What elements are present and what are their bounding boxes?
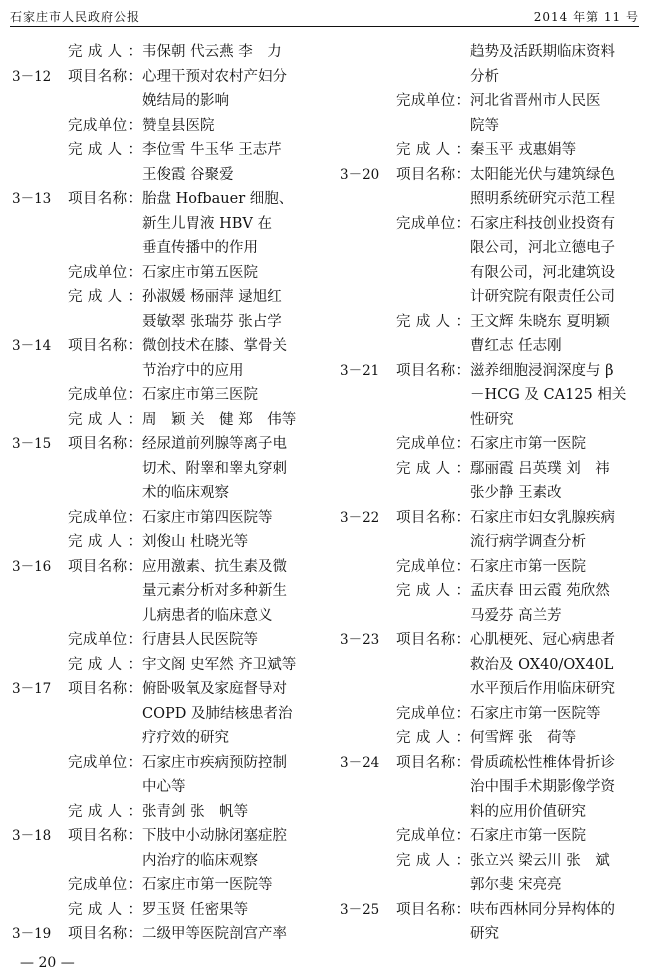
field-label: 完成单位 ： [68, 261, 142, 286]
field-value [142, 555, 320, 629]
left-column [12, 40, 320, 947]
value-line: 滋养细胞浸润深度与 β [470, 362, 614, 379]
project-entry [340, 40, 645, 89]
value-line: 分析 [470, 68, 499, 85]
field-value [142, 628, 320, 653]
field-value [142, 285, 320, 334]
project-number: 3－20 [340, 166, 380, 183]
value-line: 术的临床观察 [142, 485, 229, 501]
project-entry [12, 530, 320, 555]
project-number: 3－12 [12, 68, 52, 85]
field-value [470, 506, 645, 555]
project-entry [12, 138, 320, 187]
project-entry [340, 359, 645, 433]
project-number: 3－16 [12, 558, 52, 575]
field-value [142, 187, 320, 261]
value-line: 照明系统研究示范工程 [470, 191, 615, 207]
field-label: 完成人 ： [396, 726, 470, 751]
project-number: 3－23 [340, 632, 380, 648]
field-value [142, 530, 320, 555]
field-value [470, 457, 645, 506]
project-entry [340, 506, 645, 555]
project-entry [340, 628, 645, 702]
value-line: 刘俊山 杜晓光等 [142, 534, 249, 550]
field-label: 完成人 ： [396, 849, 470, 874]
value-line: 张立兴 梁云川 张 斌 [470, 852, 610, 869]
value-line: 有限公司，河北建筑设 [470, 264, 615, 281]
value-line: 新生儿胃液 HBV 在 [142, 215, 272, 232]
project-entry [12, 383, 320, 408]
value-line: 心肌梗死、冠心病患者 [470, 632, 615, 648]
field-value [470, 751, 645, 825]
value-line: 太阳能光伏与建筑绿色 [470, 166, 615, 183]
value-line: 王俊霞 谷聚爱 [142, 166, 234, 183]
field-value [142, 383, 320, 408]
field-value [142, 65, 320, 114]
right-column [340, 40, 645, 947]
project-entry [340, 138, 645, 163]
field-label: 完成人 ： [68, 138, 142, 163]
field-value [142, 114, 320, 139]
project-entry [12, 898, 320, 923]
value-line: 节治疗中的应用 [142, 362, 244, 379]
value-line: 罗玉贤 任密果等 [142, 901, 249, 918]
value-line: 内治疗的临床观察 [142, 852, 258, 869]
value-line: 流行病学调查分析 [470, 534, 586, 550]
project-entry [340, 432, 645, 457]
field-label: 完成人 ： [396, 310, 470, 335]
value-line: 石家庄市疾病预防控制 [142, 754, 287, 771]
field-label: 项目名称 ： [396, 359, 470, 384]
field-label: 项目名称 ： [68, 187, 142, 212]
value-line: 趋势及活跃期临床资料 [470, 44, 615, 60]
field-value [470, 89, 645, 138]
field-label: 项目名称 ： [68, 922, 142, 947]
field-value [142, 677, 320, 751]
field-label: 完成单位 ： [396, 555, 470, 580]
value-line: 赞皇县医院 [142, 117, 215, 134]
project-entry [12, 922, 320, 947]
value-line: 宇文阁 史军然 齐卫斌等 [142, 656, 297, 673]
field-label: 完成单位 ： [68, 628, 142, 653]
value-line: 石家庄科技创业投资有 [470, 215, 615, 232]
project-entry [340, 212, 645, 310]
field-label: 项目名称 ： [68, 432, 142, 457]
value-line: 疗疗效的研究 [142, 730, 229, 746]
field-label: 项目名称 ： [68, 334, 142, 359]
value-line: 孙淑媛 杨丽萍 逯旭红 [142, 289, 282, 305]
project-number: 3－19 [12, 926, 52, 942]
project-entry [12, 65, 320, 114]
value-line: 下肢中小动脉闭塞症腔 [142, 828, 287, 844]
project-entry [340, 310, 645, 359]
value-line: 量元素分析对多种新生 [142, 583, 287, 599]
field-value [470, 849, 645, 898]
project-entry [340, 702, 645, 727]
value-line: 石家庄市第一医院 [470, 558, 586, 575]
project-entry [340, 579, 645, 628]
field-value [142, 800, 320, 825]
value-line: 微创技术在膝、掌骨关 [142, 338, 287, 354]
project-entry [12, 506, 320, 531]
field-value [142, 824, 320, 873]
value-line: 水平预后作用临床研究 [470, 681, 615, 697]
issue-number: 2014 年第 11 号 [533, 10, 639, 24]
field-label: 项目名称 ： [396, 506, 470, 531]
project-entry [12, 653, 320, 678]
field-label: 项目名称 ： [68, 677, 142, 702]
field-label: 完成人 ： [68, 40, 142, 65]
value-line: 韦保朝 代云燕 李 力 [142, 44, 282, 60]
field-value [142, 898, 320, 923]
project-number: 3－14 [12, 338, 52, 354]
field-label: 完成单位 ： [68, 114, 142, 139]
field-label: 完成单位 ： [396, 212, 470, 237]
value-line: 李位雪 牛玉华 王志芹 [142, 142, 282, 158]
value-line: 限公司，河北立德电子 [470, 240, 615, 256]
field-value [470, 628, 645, 702]
field-label: 完成单位 ： [396, 702, 470, 727]
value-line: 孟庆春 田云霞 苑欣然 [470, 583, 610, 599]
value-line: 儿病患者的临床意义 [142, 607, 273, 624]
value-line: －HCG 及 CA125 相关 [470, 387, 627, 403]
field-label: 完成人 ： [68, 800, 142, 825]
project-entry [12, 873, 320, 898]
page-number: — 20 — [20, 955, 75, 971]
project-entry [340, 898, 645, 947]
field-label: 完成单位 ： [68, 383, 142, 408]
project-number: 3－21 [340, 362, 380, 379]
field-value [470, 824, 645, 849]
field-value [142, 751, 320, 800]
field-value [470, 432, 645, 457]
value-line: 骨质疏松性椎体骨折诊 [470, 754, 615, 771]
value-line: 河北省晋州市人民医 [470, 93, 601, 109]
field-label: 完成人 ： [396, 579, 470, 604]
field-label: 完成人 ： [396, 138, 470, 163]
value-line: 王文辉 朱晓东 夏明颖 [470, 313, 610, 330]
value-line: 周 颖 关 健 郑 伟等 [142, 411, 297, 428]
value-line: 院等 [470, 117, 499, 134]
project-entry [340, 555, 645, 580]
field-label: 完成单位 ： [396, 824, 470, 849]
value-line: 心理干预对农村产妇分 [142, 68, 287, 85]
value-line: COPD 及肺结核患者治 [142, 705, 293, 722]
project-entry [12, 285, 320, 334]
field-label: 完成人 ： [68, 898, 142, 923]
value-line: 张少静 王素改 [470, 485, 562, 501]
project-entry [12, 800, 320, 825]
value-line: 石家庄市第三医院 [142, 387, 258, 403]
project-entry [12, 187, 320, 261]
field-value [470, 138, 645, 163]
project-entry [12, 114, 320, 139]
project-entry [12, 751, 320, 800]
value-line: 鄢丽霞 吕英璞 刘 祎 [470, 460, 610, 477]
project-number: 3－15 [12, 436, 52, 452]
field-value [142, 408, 320, 433]
project-number: 3－18 [12, 828, 52, 844]
value-line: 石家庄市第一医院 [470, 436, 586, 452]
field-label: 完成单位 ： [68, 873, 142, 898]
field-value [470, 40, 645, 89]
field-label: 完成单位 ： [68, 751, 142, 776]
value-line: 计研究院有限责任公司 [470, 289, 615, 305]
project-entry [12, 677, 320, 751]
project-entry [12, 261, 320, 286]
field-value [142, 922, 320, 947]
value-line: 娩结局的影响 [142, 93, 229, 109]
field-value [142, 432, 320, 506]
field-label: 项目名称 ： [396, 751, 470, 776]
field-value [142, 138, 320, 187]
field-label: 项目名称 ： [396, 628, 470, 653]
field-value [142, 653, 320, 678]
project-entry [340, 89, 645, 138]
field-value [142, 873, 320, 898]
project-entry [12, 334, 320, 383]
value-line: 聂敏翠 张瑞芬 张占学 [142, 313, 282, 330]
field-label: 项目名称 ： [68, 824, 142, 849]
value-line: 中心等 [142, 779, 186, 795]
field-value [470, 555, 645, 580]
field-label: 项目名称 ： [68, 65, 142, 90]
field-value [470, 310, 645, 359]
field-label: 完成单位 ： [68, 506, 142, 531]
field-label: 完成单位 ： [396, 89, 470, 114]
project-entry [12, 408, 320, 433]
project-entry [340, 824, 645, 849]
field-label: 完成人 ： [68, 653, 142, 678]
project-number: 3－17 [12, 681, 52, 697]
field-value [470, 726, 645, 751]
project-number: 3－13 [12, 191, 52, 207]
value-line: 郭尔斐 宋亮亮 [470, 877, 562, 893]
value-line: 呋布西林同分异构体的 [470, 901, 615, 918]
value-line: 行唐县人民医院等 [142, 632, 258, 648]
field-value [470, 212, 645, 310]
project-entry [340, 726, 645, 751]
value-line: 石家庄市第一医院等 [142, 877, 273, 893]
field-value [142, 506, 320, 531]
project-number: 3－22 [340, 509, 380, 526]
project-number: 3－25 [340, 901, 380, 918]
value-line: 胎盘 Hofbauer 细胞、 [142, 191, 294, 207]
project-entry [12, 555, 320, 629]
value-line: 石家庄市妇女乳腺疾病 [470, 509, 615, 526]
field-value [470, 898, 645, 947]
project-entry [12, 40, 320, 65]
value-line: 石家庄市第五医院 [142, 264, 258, 281]
field-value [142, 40, 320, 65]
field-label: 完成人 ： [68, 530, 142, 555]
value-line: 石家庄市第一医院 [470, 828, 586, 844]
value-line: 张青剑 张 帆等 [142, 803, 249, 820]
field-value [470, 702, 645, 727]
field-label: 完成人 ： [68, 285, 142, 310]
project-entry [12, 432, 320, 506]
value-line: 石家庄市第一医院等 [470, 705, 601, 722]
publication-title: 石家庄市人民政府公报 [10, 10, 141, 24]
project-entry [340, 457, 645, 506]
value-line: 料的应用价值研究 [470, 803, 586, 820]
field-value [142, 334, 320, 383]
value-line: 秦玉平 戎惠娟等 [470, 142, 577, 158]
field-label: 完成人 ： [68, 408, 142, 433]
value-line: 救治及 OX40/OX40L [470, 656, 614, 673]
value-line: 研究 [470, 926, 499, 942]
project-entry [12, 628, 320, 653]
project-number: 3－24 [340, 754, 380, 771]
value-line: 垂直传播中的作用 [142, 240, 258, 256]
value-line: 马爱芬 高兰芳 [470, 607, 562, 624]
value-line: 性研究 [470, 411, 514, 428]
field-value [142, 261, 320, 286]
field-label: 项目名称 ： [68, 555, 142, 580]
value-line: 二级甲等医院剖宫产率 [142, 926, 287, 942]
value-line: 曹红志 任志刚 [470, 338, 562, 354]
project-entry [12, 824, 320, 873]
field-value [470, 163, 645, 212]
page-header [10, 4, 639, 27]
project-entry [340, 849, 645, 898]
project-entry [340, 163, 645, 212]
value-line: 应用激素、抗生素及微 [142, 558, 287, 575]
field-value [470, 359, 645, 433]
value-line: 治中围手术期影像学资 [470, 779, 615, 795]
value-line: 切术、附睾和睾丸穿刺 [142, 460, 287, 477]
value-line: 石家庄市第四医院等 [142, 509, 273, 526]
field-value [470, 579, 645, 628]
value-line: 何雪辉 张 荷等 [470, 730, 577, 746]
project-entry [340, 751, 645, 825]
value-line: 经尿道前列腺等离子电 [142, 436, 287, 452]
field-label: 完成人 ： [396, 457, 470, 482]
field-label: 完成单位 ： [396, 432, 470, 457]
value-line: 俯卧吸氧及家庭督导对 [142, 681, 287, 697]
field-label: 项目名称 ： [396, 163, 470, 188]
field-label: 项目名称 ： [396, 898, 470, 923]
